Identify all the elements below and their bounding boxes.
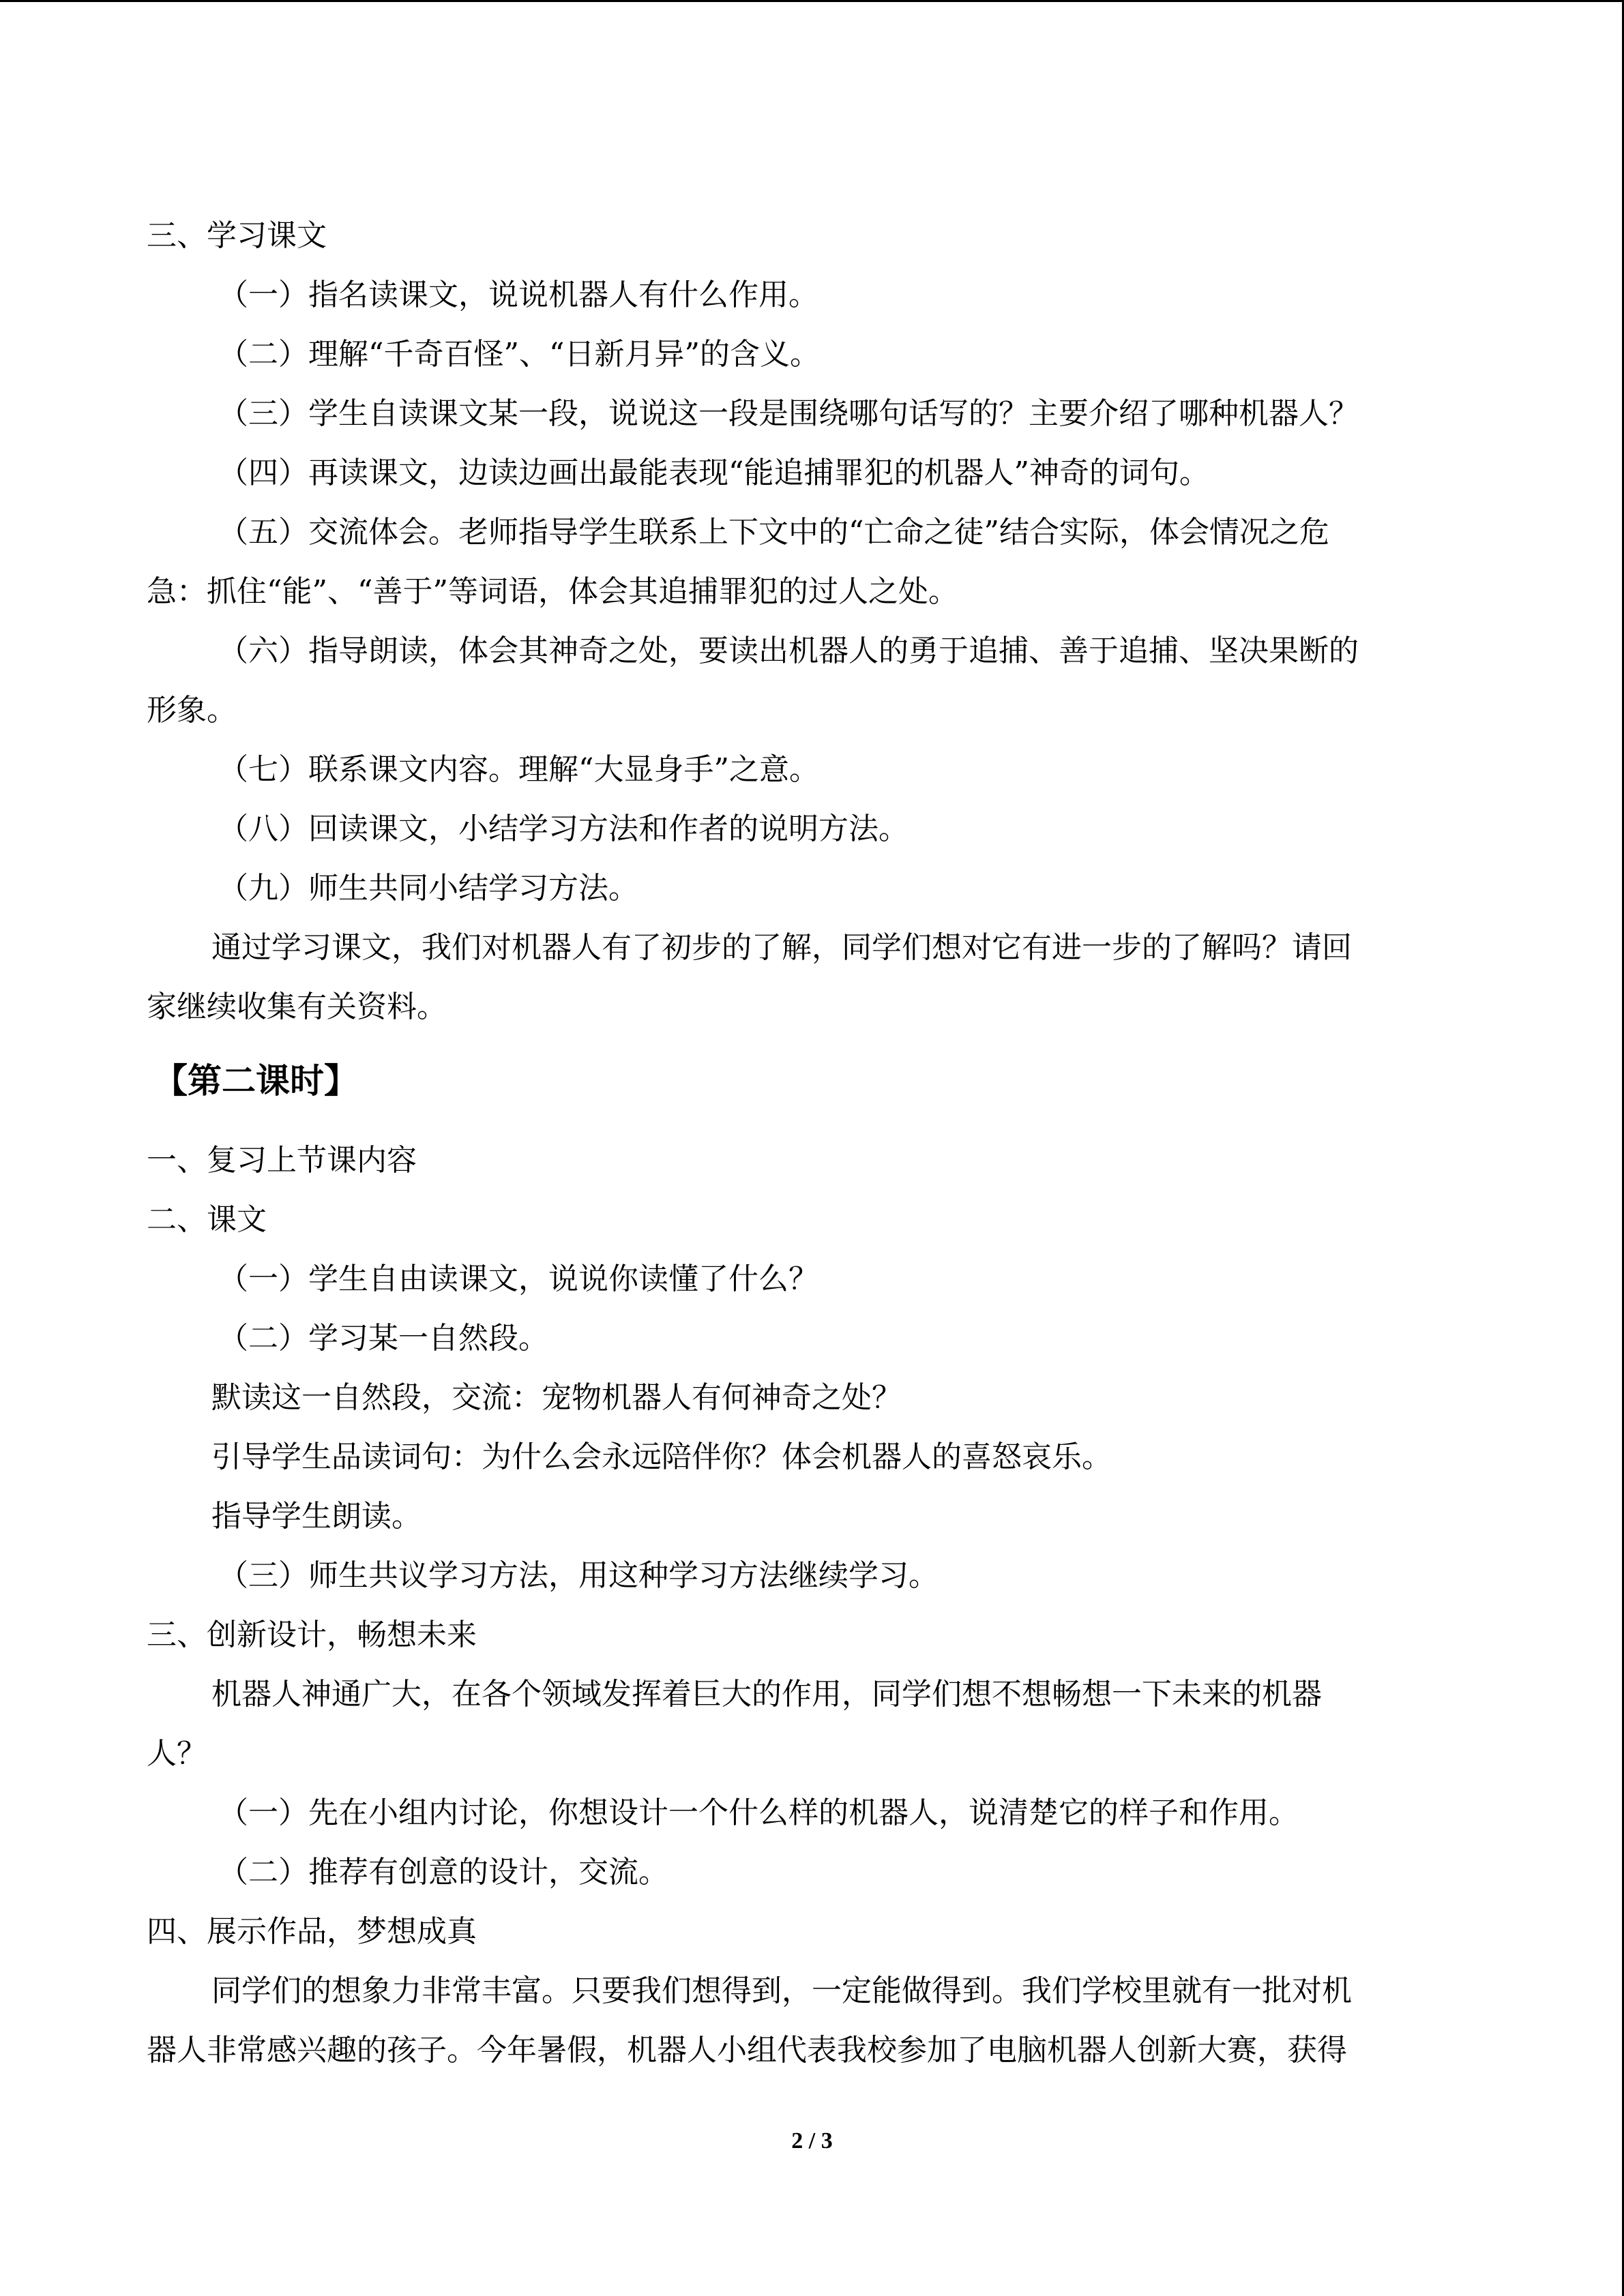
list-item: （一）先在小组内讨论，你想设计一个什么样的机器人，说清楚它的样子和作用。 — [218, 1795, 1299, 1830]
paragraph: 同学们的想象力非常丰富。只要我们想得到，一定能做得到。我们学校里就有一批对机 — [211, 1973, 1352, 2008]
paragraph: 默读这一自然段，交流：宠物机器人有何神奇之处？ — [211, 1380, 902, 1415]
list-item: （三）学生自读课文某一段，说说这一段是围绕哪句话写的？主要介绍了哪种机器人？ — [218, 396, 1359, 431]
list-item: （一）学生自由读课文，说说你读懂了什么？ — [218, 1262, 818, 1296]
section-heading: 二、课文 — [147, 1202, 267, 1237]
section-heading: 四、展示作品，梦想成真 — [147, 1914, 477, 1949]
page-number: 2 / 3 — [791, 2128, 833, 2153]
paragraph-continuation: 家继续收集有关资料。 — [147, 989, 447, 1024]
list-item: （二）推荐有创意的设计，交流。 — [218, 1855, 668, 1890]
paragraph: 引导学生品读词句：为什么会永远陪伴你？体会机器人的喜怒哀乐。 — [211, 1440, 1112, 1474]
paragraph: 指导学生朗读。 — [211, 1499, 422, 1534]
paragraph: 通过学习课文，我们对机器人有了初步的了解，同学们想对它有进一步的了解吗？请回 — [211, 930, 1352, 965]
paragraph-continuation: 器人非常感兴趣的孩子。今年暑假，机器人小组代表我校参加了电脑机器人创新大赛，获得 — [147, 2033, 1347, 2068]
section-heading: 三、学习课文 — [147, 218, 327, 253]
list-item: （七）联系课文内容。理解“大显身手”之意。 — [218, 752, 819, 787]
list-item: （六）指导朗读，体会其神奇之处，要读出机器人的勇于追捕、善于追捕、坚决果断的 — [218, 633, 1359, 668]
paragraph-continuation: 人？ — [147, 1736, 207, 1771]
list-item: （三）师生共议学习方法，用这种学习方法继续学习。 — [218, 1558, 939, 1593]
list-item: （九）师生共同小结学习方法。 — [218, 871, 638, 906]
section-heading: 一、复习上节课内容 — [147, 1143, 417, 1178]
list-item: （四）再读课文，边读边画出最能表现“能追捕罪犯的机器人”神奇的词句。 — [218, 456, 1209, 490]
list-item: （二）理解“千奇百怪”、“日新月异”的含义。 — [218, 337, 820, 372]
list-item: （一）指名读课文，说说机器人有什么作用。 — [218, 278, 818, 312]
section-heading: 三、创新设计，畅想未来 — [147, 1617, 477, 1652]
page-border-top — [0, 0, 1624, 2]
list-item-continuation: 急：抓住“能”、“善于”等词语，体会其追捕罪犯的过人之处。 — [147, 574, 958, 609]
list-item: （五）交流体会。老师指导学生联系上下文中的“亡命之徒”结合实际，体会情况之危 — [218, 515, 1329, 550]
list-item-continuation: 形象。 — [147, 693, 237, 728]
lesson-heading: 【第二课时】 — [153, 1060, 358, 1101]
list-item: （八）回读课文，小结学习方法和作者的说明方法。 — [218, 811, 909, 846]
list-item: （二）学习某一自然段。 — [218, 1321, 548, 1356]
paragraph: 机器人神通广大，在各个领域发挥着巨大的作用，同学们想不想畅想一下未来的机器 — [211, 1677, 1322, 1712]
